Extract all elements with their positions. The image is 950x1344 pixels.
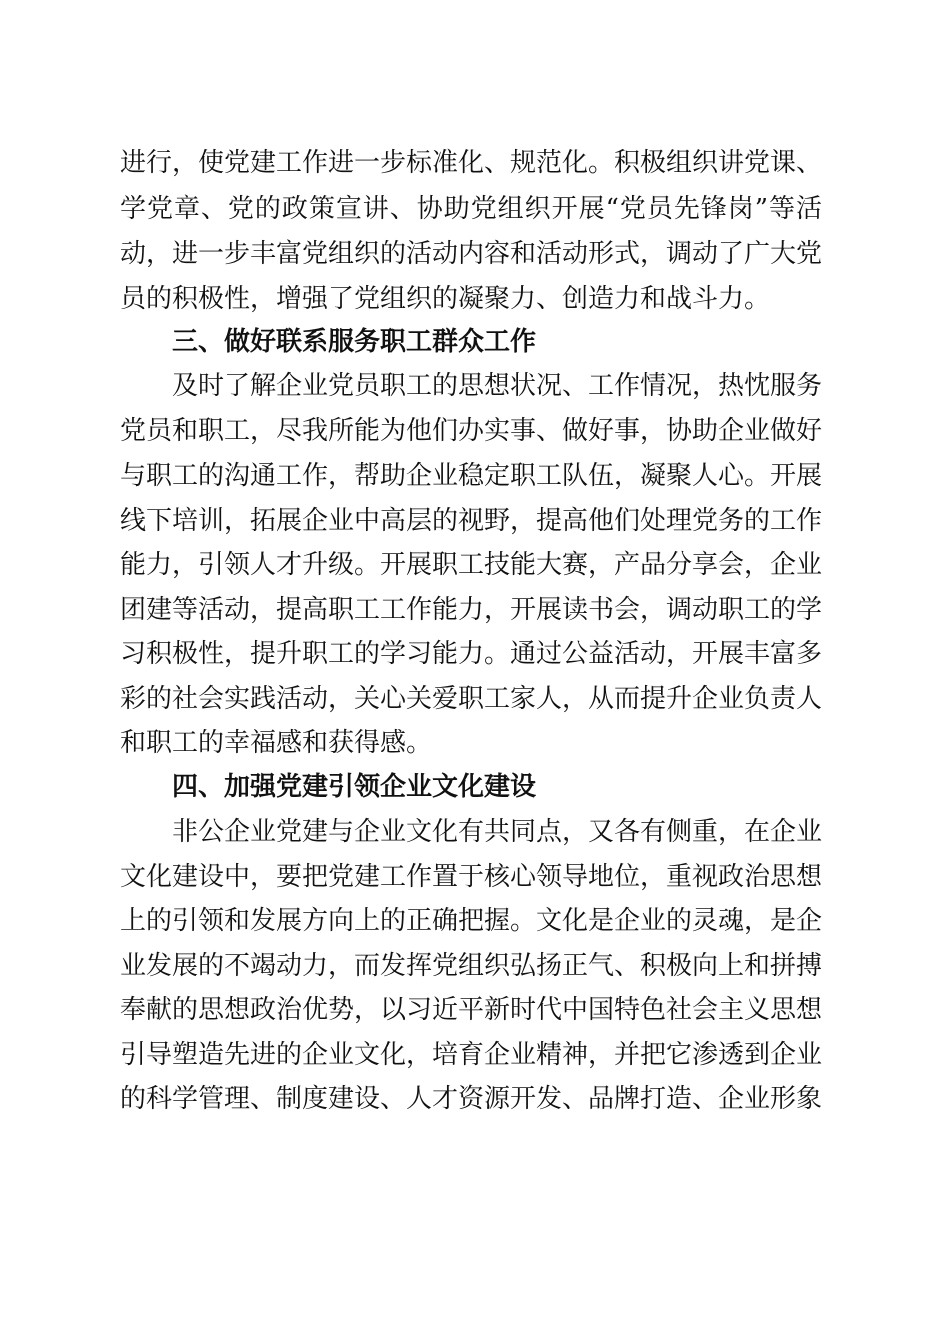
paragraph-line: 上的引领和发展方向上的正确把握。文化是企业的灵魂，是企 — [120, 906, 822, 936]
paragraph-line: 党员和职工，尽我所能为他们办实事、做好事，协助企业做好 — [120, 416, 822, 446]
paragraph-line: 团建等活动，提高职工工作能力，开展读书会，调动职工的学 — [120, 595, 822, 625]
paragraph-line: 能力，引领人才升级。开展职工技能大赛，产品分享会，企业 — [120, 550, 822, 580]
paragraph-line: 与职工的沟通工作，帮助企业稳定职工队伍，凝聚人心。开展 — [120, 461, 822, 491]
paragraph-line: 员的积极性，增强了党组织的凝聚力、创造力和战斗力。 — [120, 284, 771, 314]
paragraph-line: 习积极性，提升职工的学习能力。通过公益活动，开展丰富多 — [120, 639, 822, 669]
paragraph-line: 学党章、党的政策宣讲、协助党组织开展“党员先锋岗”等活 — [120, 194, 822, 224]
paragraph-line: 进行，使党建工作进一步标准化、规范化。积极组织讲党课、 — [120, 148, 822, 178]
paragraph-line: 的科学管理、制度建设、人才资源开发、品牌打造、企业形象 — [120, 1084, 822, 1114]
paragraph-line: 业发展的不竭动力，而发挥党组织弘扬正气、积极向上和拼搏 — [120, 951, 822, 981]
paragraph-line: 及时了解企业党员职工的思想状况、工作情况，热忱服务 — [172, 371, 822, 401]
section-heading-3: 三、做好联系服务职工群众工作 — [172, 327, 537, 357]
paragraph-line: 和职工的幸福感和获得感。 — [120, 728, 433, 758]
paragraph-line: 动，进一步丰富党组织的活动内容和活动形式，调动了广大党 — [120, 239, 822, 269]
paragraph-line: 引导塑造先进的企业文化，培育企业精神，并把它渗透到企业 — [120, 1040, 822, 1070]
section-heading-4: 四、加强党建引领企业文化建设 — [172, 772, 537, 802]
paragraph-line: 文化建设中，要把党建工作置于核心领导地位，重视政治思想 — [120, 862, 822, 892]
paragraph-line: 线下培训，拓展企业中高层的视野，提高他们处理党务的工作 — [120, 506, 822, 536]
paragraph-line: 非公企业党建与企业文化有共同点，又各有侧重，在企业 — [172, 817, 822, 847]
paragraph-line: 奉献的思想政治优势，以习近平新时代中国特色社会主义思想 — [120, 995, 822, 1025]
paragraph-line: 彩的社会实践活动，关心关爱职工家人，从而提升企业负责人 — [120, 684, 822, 714]
